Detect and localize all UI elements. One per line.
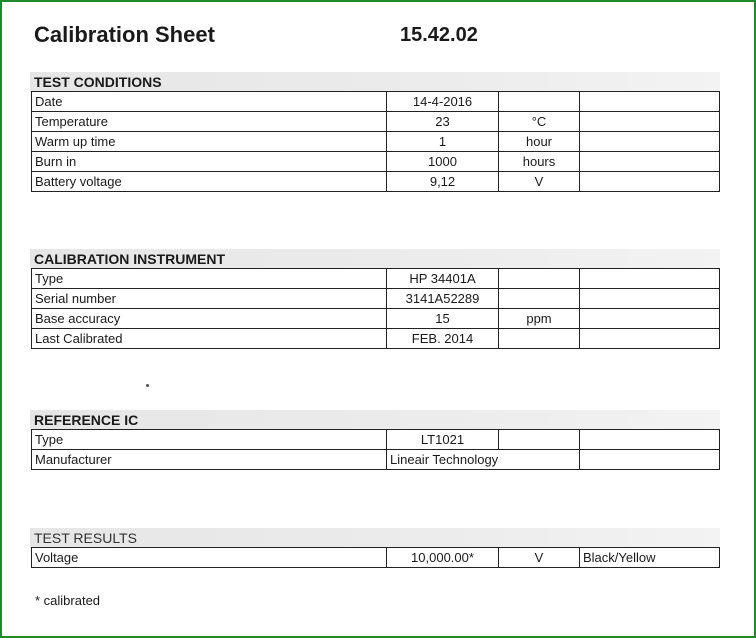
row-value: LT1021 (387, 430, 499, 450)
table-row (32, 548, 720, 568)
table-row (32, 172, 720, 192)
row-label: Serial number (32, 289, 387, 309)
row-unit (499, 92, 580, 112)
row-label: Date (32, 92, 387, 112)
row-label: Voltage (32, 548, 387, 568)
row-unit (499, 329, 580, 349)
table-row (32, 112, 720, 132)
row-value: FEB. 2014 (387, 329, 499, 349)
section-heading: REFERENCE IC (34, 412, 139, 428)
row-extra (580, 309, 720, 329)
section-heading: TEST CONDITIONS (34, 74, 162, 90)
row-extra (580, 132, 720, 152)
test-conditions-table (31, 91, 720, 192)
row-label: Type (32, 430, 387, 450)
row-value: HP 34401A (387, 269, 499, 289)
row-label: Battery voltage (32, 172, 387, 192)
row-unit (499, 269, 580, 289)
row-label: Last Calibrated (32, 329, 387, 349)
row-value: 23 (387, 112, 499, 132)
row-label: Base accuracy (32, 309, 387, 329)
page-title: Calibration Sheet (34, 22, 215, 47)
row-label: Type (32, 269, 387, 289)
table-row (32, 309, 720, 329)
row-label: Manufacturer (32, 450, 387, 470)
section-calibration-instrument (30, 249, 720, 269)
row-value: 14-4-2016 (387, 92, 499, 112)
reference-ic-table (31, 429, 720, 470)
row-extra (580, 112, 720, 132)
row-unit: hours (499, 152, 580, 172)
section-test-results (30, 528, 720, 548)
row-note: Black/Yellow (580, 548, 720, 568)
section-heading: TEST RESULTS (34, 530, 137, 546)
test-results-table (31, 547, 720, 568)
row-unit (499, 289, 580, 309)
table-row (32, 289, 720, 309)
footnote: * calibrated (35, 593, 101, 608)
section-reference-ic (30, 410, 720, 430)
row-value: 10,000.00* (387, 548, 499, 568)
table-row (32, 92, 720, 112)
table-row (32, 152, 720, 172)
row-unit: hour (499, 132, 580, 152)
row-value: 1000 (387, 152, 499, 172)
row-unit: ppm (499, 309, 580, 329)
document-code: 15.42.02 (400, 24, 478, 46)
row-unit: V (499, 548, 580, 568)
row-value: 1 (387, 132, 499, 152)
row-extra (580, 152, 720, 172)
row-value: Lineair Technology (387, 450, 580, 470)
row-unit: V (499, 172, 580, 192)
row-label: Burn in (32, 152, 387, 172)
table-row (32, 450, 720, 470)
table-row (32, 430, 720, 450)
row-value: 3141A52289 (387, 289, 499, 309)
section-test-conditions (30, 72, 720, 92)
calibration-instrument-table (31, 268, 720, 349)
row-label: Warm up time (32, 132, 387, 152)
row-extra (580, 269, 720, 289)
speck-mark (146, 384, 149, 387)
row-extra (580, 172, 720, 192)
row-unit: °C (499, 112, 580, 132)
row-label: Temperature (32, 112, 387, 132)
table-row (32, 269, 720, 289)
table-row (32, 329, 720, 349)
empty-cell (499, 430, 580, 450)
row-value: 9,12 (387, 172, 499, 192)
row-extra (580, 329, 720, 349)
row-extra (580, 289, 720, 309)
empty-cell (580, 430, 720, 450)
table-row (32, 132, 720, 152)
row-extra (580, 92, 720, 112)
empty-cell (580, 450, 720, 470)
section-heading: CALIBRATION INSTRUMENT (34, 251, 226, 267)
row-value: 15 (387, 309, 499, 329)
